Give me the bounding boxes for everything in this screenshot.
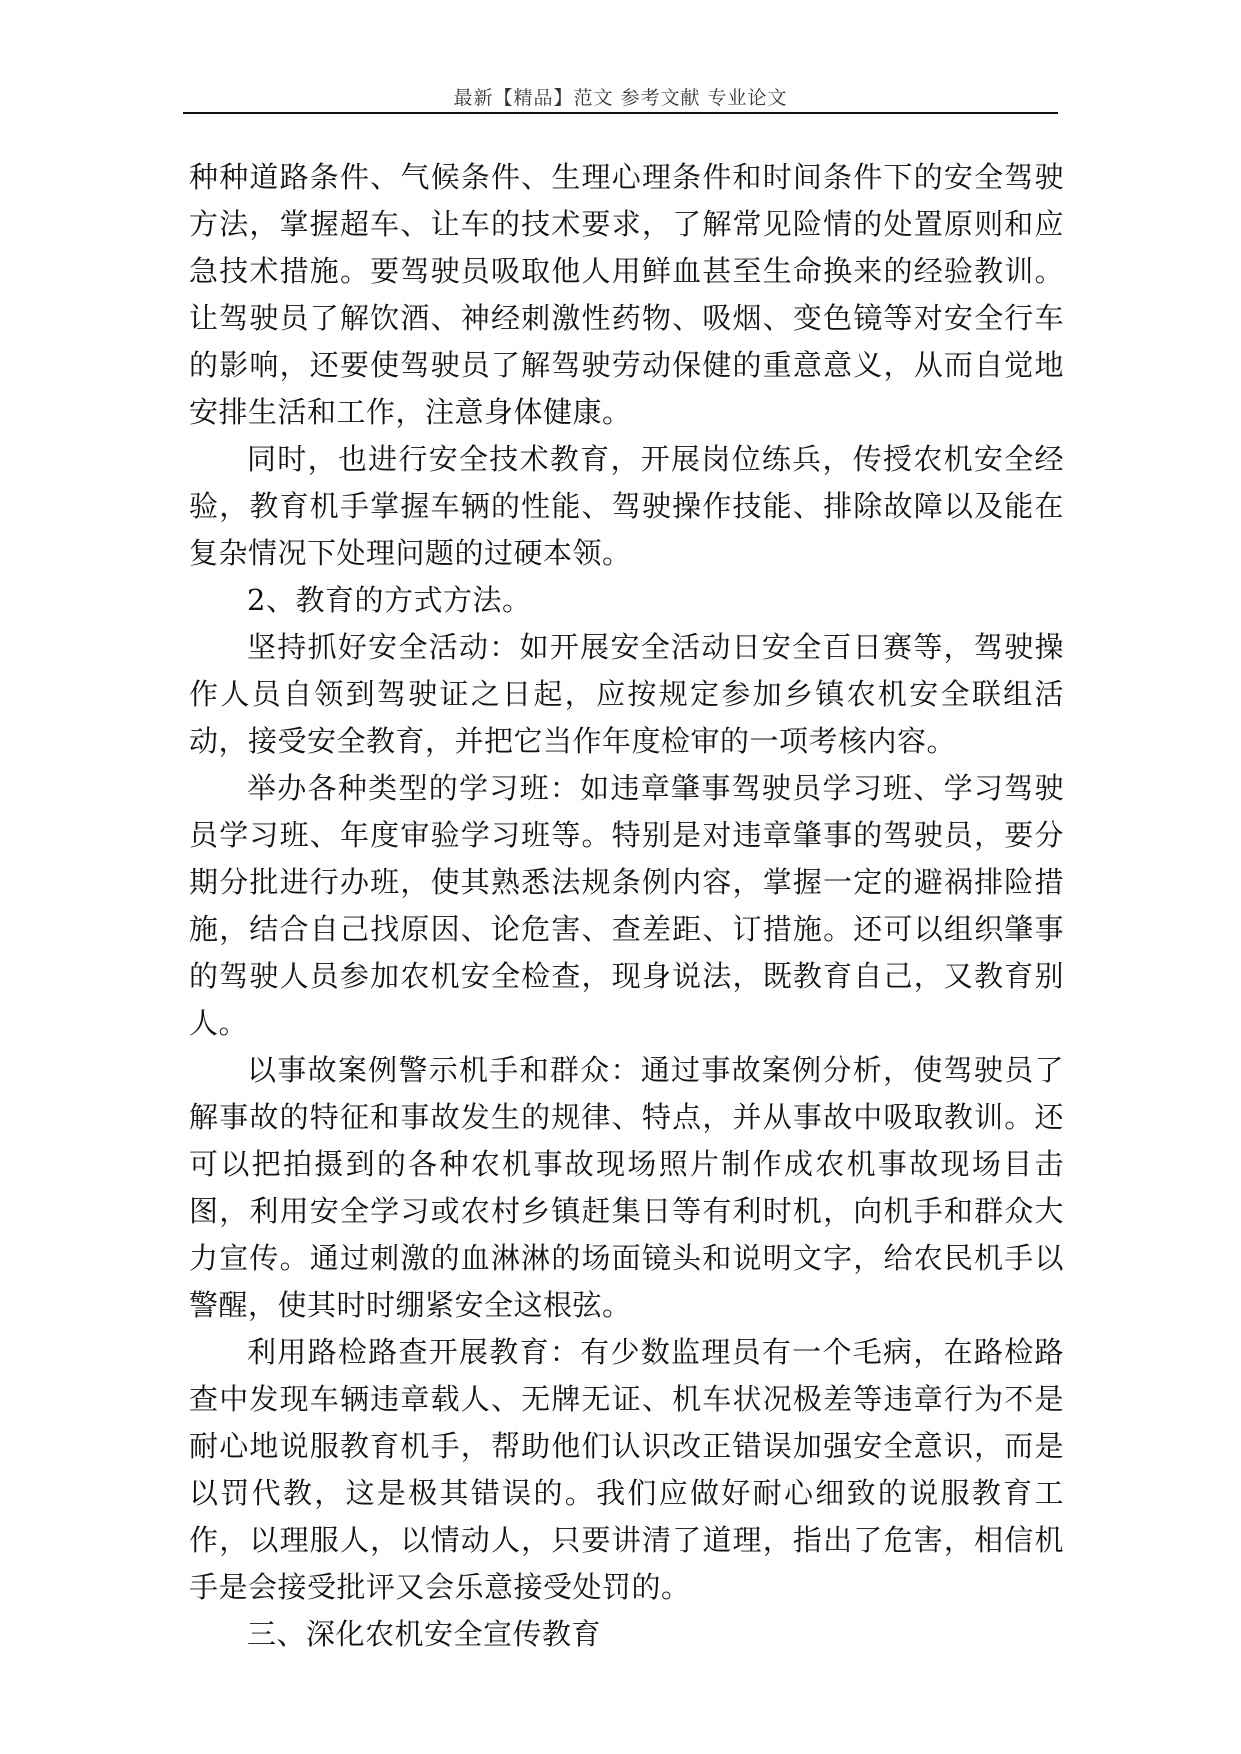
paragraph-5: 以事故案例警示机手和群众：通过事故案例分析，使驾驶员了解事故的特征和事故发生的规律、特点，并从事故中吸取教训。还可以把拍摄到的各种农机事故现场照片制作成农机事故现场目击图，利用安全学习或农村乡镇赶集日等有利时机，向机手和群众大力宣传。通过刺激的血淋淋的场面镜头和说明文字，给农民机手以警醒，使其时时绷紧安全这根弦。 (189, 1053, 1064, 1322)
paragraph-2: 同时，也进行安全技术教育，开展岗位练兵，传授农机安全经验，教育机手掌握车辆的性能、驾驶操作技能、排除故障以及能在复杂情况下处理问题的过硬本领。 (189, 442, 1064, 570)
paragraph-3: 坚持抓好安全活动：如开展安全活动日安全百日赛等，驾驶操作人员自领到驾驶证之日起，应按规定参加乡镇农机安全联组活动，接受安全教育，并把它当作年度检审的一项考核内容。 (189, 630, 1064, 758)
header-divider (183, 112, 1058, 114)
paragraph-1: 种种道路条件、气候条件、生理心理条件和时间条件下的安全驾驶方法，掌握超车、让车的技术要求，了解常见险情的处置原则和应急技术措施。要驾驶员吸取他人用鲜血甚至生命换来的经验教训。让驾驶员了解饮酒、神经刺激性药物、吸烟、变色镜等对安全行车的影响，还要使驾驶员了解驾驶劳动保健的重意意义，从而自觉地安排生活和工作，注意身体健康。 (189, 160, 1064, 429)
page-header: 最新【精品】范文 参考文献 专业论文 (453, 87, 788, 109)
section-heading-3: 三、深化农机安全宣传教育 (247, 1617, 602, 1651)
paragraph-4: 举办各种类型的学习班：如违章肇事驾驶员学习班、学习驾驶员学习班、年度审验学习班等。特别是对违章肇事的驾驶员，要分期分批进行办班，使其熟悉法规条例内容，掌握一定的避祸排险措施，结合自己找原因、论危害、查差距、订措施。还可以组织肇事的驾驶人员参加农机安全检查，现身说法，既教育自己，又教育别人。 (189, 771, 1064, 1040)
paragraph-6: 利用路检路查开展教育：有少数监理员有一个毛病，在路检路查中发现车辆违章载人、无牌无证、机车状况极差等违章行为不是耐心地说服教育机手，帮助他们认识改正错误加强安全意识，而是以罚代教，这是极其错误的。我们应做好耐心细致的说服教育工作，以理服人，以情动人，只要讲清了道理，指出了危害，相信机手是会接受批评又会乐意接受处罚的。 (189, 1335, 1064, 1604)
document-body (189, 154, 1064, 1658)
section-heading-2: 2、教育的方式方法。 (247, 583, 532, 617)
